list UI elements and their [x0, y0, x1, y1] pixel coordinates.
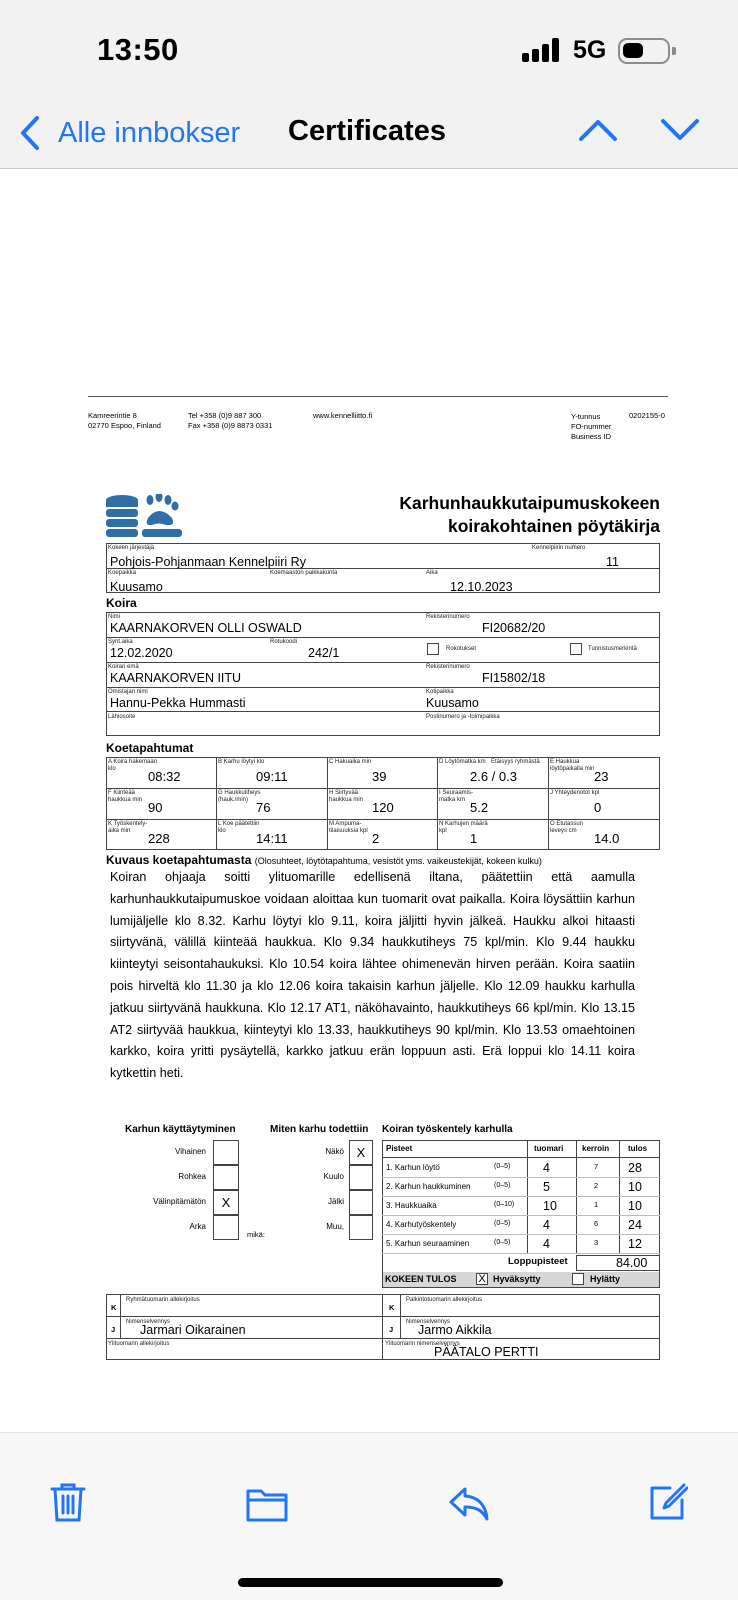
- field-label: Ylituomarin allekirjoitus: [108, 1341, 170, 1347]
- event-value: 0: [594, 800, 602, 815]
- event-value: 2.6 / 0.3: [470, 769, 517, 784]
- score-row-range: (0–5): [494, 1220, 511, 1227]
- page-title: Certificates: [288, 115, 446, 147]
- birth-date-value: 12.02.2020: [110, 646, 173, 660]
- event-value: 14.0: [594, 831, 620, 846]
- field-label: Koiran emä: [108, 664, 139, 670]
- divider: [382, 1196, 660, 1197]
- event-value: 120: [372, 800, 394, 815]
- rejected-checkbox[interactable]: [572, 1273, 584, 1285]
- divider: [382, 1253, 660, 1254]
- score-row-judge: 4: [543, 1237, 550, 1251]
- organizer-value: Pohjois-Pohjanmaan Kennelpiiri Ry: [110, 555, 306, 569]
- dog-name-value: KAARNAKORVEN OLLI OSWALD: [110, 621, 302, 635]
- score-row-name: 1. Karhun löytö: [386, 1163, 440, 1172]
- letterhead-divider: [88, 396, 668, 397]
- score-row-judge: 4: [543, 1161, 550, 1175]
- owner-value: Hannu-Pekka Hummasti: [110, 696, 246, 710]
- dam-registration-value: FI15802/18: [482, 671, 546, 685]
- event-value: 5.2: [470, 800, 489, 815]
- score-row-result: 10: [628, 1199, 642, 1213]
- behaviour-label: Vihainen: [175, 1147, 206, 1156]
- score-row-name: 5. Karhun seuraaminen: [386, 1239, 470, 1248]
- score-row-judge: 10: [543, 1199, 557, 1213]
- divider: [382, 1177, 660, 1178]
- form-title: [300, 492, 660, 538]
- battery-icon: [618, 38, 670, 64]
- detection-title: Miten karhu todettiin: [270, 1124, 369, 1135]
- delete-button[interactable]: [50, 1482, 86, 1527]
- score-row-range: (0–5): [494, 1163, 511, 1170]
- k-marker: K: [389, 1303, 395, 1312]
- identification-checkbox[interactable]: [570, 643, 582, 655]
- detection-label: Muu,: [326, 1222, 344, 1231]
- event-value: 1: [470, 831, 478, 846]
- event-label: I Seuraamis-matka km: [439, 790, 474, 803]
- fax: Fax +358 (0)9 8873 0331: [188, 421, 273, 430]
- detection-label: Kuulo: [323, 1172, 344, 1181]
- score-row-multiplier: 2: [594, 1181, 599, 1190]
- address-line: Kamreerintie 8: [88, 411, 137, 420]
- detection-checkbox[interactable]: [349, 1190, 373, 1215]
- j-marker: J: [111, 1325, 116, 1334]
- detection-checkbox[interactable]: X: [349, 1140, 373, 1165]
- rejected-label: Hylätty: [590, 1274, 621, 1284]
- event-label: C Hakuaika min: [329, 759, 372, 765]
- score-row-multiplier: 1: [594, 1200, 599, 1209]
- registration-value: FI20682/20: [482, 621, 546, 635]
- scoring-title: Koiran työskentely karhulla: [382, 1124, 513, 1135]
- vaccination-checkbox[interactable]: [427, 643, 439, 655]
- field-label: Ryhmätuomarin allekirjoitus: [126, 1297, 200, 1303]
- dam-name-value: KAARNAKORVEN IITU: [110, 671, 242, 685]
- event-value: 39: [372, 769, 387, 784]
- move-to-folder-button[interactable]: [246, 1486, 288, 1527]
- behaviour-checkbox[interactable]: [213, 1165, 239, 1190]
- event-value: 90: [148, 800, 163, 815]
- event-label: J Yhteydenotot kpl: [550, 790, 600, 796]
- event-label: Etäisyys ryhmästä: [491, 759, 540, 765]
- event-value: 228: [148, 831, 170, 846]
- home-indicator: [238, 1578, 503, 1587]
- field-label: Kokeen järjestäjä: [108, 545, 155, 551]
- approved-label: Hyväksytty: [493, 1274, 541, 1284]
- field-label: Synt.aika: [108, 639, 133, 645]
- navigation-bar: [0, 95, 738, 169]
- behaviour-label: Välinpitämätön: [153, 1197, 206, 1206]
- field-label: Kotipaikka: [426, 689, 454, 695]
- score-row-name: 2. Karhun haukkuminen: [386, 1182, 471, 1191]
- score-row-multiplier: 7: [594, 1162, 599, 1171]
- ytunnus-value: 0202155-0: [629, 411, 665, 420]
- event-value: 2: [372, 831, 380, 846]
- compose-icon: [648, 1482, 688, 1522]
- scoring-header: Pisteet: [386, 1144, 413, 1153]
- event-label: A Koira hakemaan klo: [108, 759, 158, 772]
- field-label: Tunnistusmerkintä: [588, 646, 637, 652]
- score-row-range: (0–10): [494, 1201, 515, 1208]
- event-value: 09:11: [256, 769, 288, 784]
- score-row-name: 4. Karhutyöskentely: [386, 1220, 457, 1229]
- kennelliitto-logo-icon: [106, 494, 182, 538]
- scoring-header: tulos: [628, 1144, 648, 1153]
- behaviour-title: Karhun käyttäytyminen: [125, 1124, 236, 1135]
- field-label: Omistajan nimi: [108, 689, 148, 695]
- field-label: Rekisterinumero: [426, 614, 470, 620]
- back-button[interactable]: [20, 113, 240, 153]
- group-judge-name: Jarmari Oikarainen: [140, 1323, 246, 1337]
- section-heading: Koira: [106, 596, 137, 610]
- divider: [382, 1215, 660, 1216]
- divider: [382, 1157, 660, 1158]
- event-value: 76: [256, 800, 271, 815]
- event-label: L Koe päätettiin klo: [218, 821, 260, 834]
- cellular-signal-icon: [522, 38, 562, 62]
- chevron-up-icon: [578, 117, 618, 143]
- letterhead-ids: [571, 412, 611, 442]
- event-label: N Karhujen määrä kpl: [439, 821, 488, 834]
- description-title: Kuvaus koetapahtumasta: [106, 853, 252, 867]
- home-town-value: Kuusamo: [426, 696, 479, 710]
- business-label: Business ID: [571, 432, 612, 441]
- previous-message-button[interactable]: [578, 117, 618, 148]
- scoring-header: tuomari: [534, 1144, 564, 1153]
- score-row-name: 3. Haukkuaika: [386, 1201, 437, 1210]
- score-row-result: 24: [628, 1218, 642, 1232]
- detection-label: Jälki: [327, 1197, 344, 1206]
- result-label: KOKEEN TULOS: [385, 1274, 457, 1284]
- event-value: 08:32: [148, 769, 181, 784]
- event-label: B Karhu löytyi klo: [218, 759, 265, 765]
- chevron-down-icon: [660, 117, 700, 143]
- description-heading: [106, 853, 542, 867]
- network-type: 5G: [573, 36, 607, 64]
- phone: Tel +358 (0)9 887 300: [188, 411, 262, 420]
- behaviour-checkbox[interactable]: [213, 1215, 239, 1240]
- field-label: Palkintotuomarin allekirjoitus: [406, 1297, 483, 1303]
- reply-icon: [448, 1486, 490, 1522]
- score-row-result: 12: [628, 1237, 642, 1251]
- field-label: Koemaaston paikkakunta: [270, 570, 338, 576]
- field-label: Koepaikka: [108, 570, 137, 576]
- district-number-value: 11: [606, 555, 619, 569]
- folder-icon: [246, 1486, 288, 1522]
- event-label: E Haukkua löytöpaikalla min: [550, 759, 595, 772]
- chief-judge-name: PÄÄTALO PERTTI: [434, 1345, 539, 1359]
- behaviour-checkbox[interactable]: [213, 1140, 239, 1165]
- date-value: 12.10.2023: [450, 580, 513, 594]
- reply-button[interactable]: [448, 1486, 490, 1527]
- trash-icon: [50, 1482, 86, 1522]
- detection-label: Näkö: [325, 1147, 344, 1156]
- event-label: H Siirtyvää haukkua min: [329, 790, 364, 803]
- form-title-line: koirakohtainen pöytäkirja: [447, 516, 660, 536]
- event-label: M Ampuma-tilaisuuksia kpl: [329, 821, 368, 834]
- total-label: Loppupisteet: [508, 1256, 568, 1267]
- field-label: Nimenselvennys: [406, 1319, 451, 1325]
- ytunnus-label: Y-tunnus: [571, 412, 601, 421]
- j-marker: J: [389, 1325, 394, 1334]
- event-label: F Kiinteää haukkua min: [108, 790, 143, 803]
- behaviour-checkbox[interactable]: X: [213, 1190, 239, 1215]
- field-label: Rekisterinumero: [426, 664, 470, 670]
- approved-checkbox[interactable]: X: [476, 1273, 488, 1285]
- bottom-toolbar: [0, 1432, 738, 1600]
- fo-label: FO-nummer: [571, 422, 612, 431]
- field-label: Rotukoodi: [270, 639, 298, 645]
- detection-checkbox[interactable]: [349, 1165, 373, 1190]
- score-row-result: 28: [628, 1161, 642, 1175]
- behaviour-label: Arka: [189, 1222, 206, 1231]
- score-row-result: 10: [628, 1180, 642, 1194]
- score-row-multiplier: 3: [594, 1238, 599, 1247]
- score-row-multiplier: 6: [594, 1219, 599, 1228]
- letterhead-address: [88, 411, 161, 431]
- field-label: Ylituomarin nimenselvennys: [385, 1341, 460, 1347]
- compose-button[interactable]: [648, 1482, 688, 1527]
- event-label: K Työskentely-aika min: [108, 821, 148, 834]
- field-label: Rokotukset: [446, 646, 477, 652]
- field-label: Nimenselvennys: [126, 1319, 171, 1325]
- other-what-label: mikä:: [247, 1230, 265, 1239]
- prize-judge-name: Jarmo Aikkila: [418, 1323, 492, 1337]
- event-value: 23: [594, 769, 609, 784]
- field-label: Aika: [426, 570, 438, 576]
- location-value: Kuusamo: [110, 580, 163, 594]
- event-label: O Etutassun leveys cm: [550, 821, 584, 834]
- event-label: D Löytömatka km: [439, 759, 486, 765]
- field-label: Postinumero ja -toimipaikka: [426, 714, 500, 720]
- breed-code-value: 242/1: [308, 646, 340, 660]
- chevron-left-icon: [20, 116, 40, 150]
- field-label: Nimi: [108, 614, 120, 620]
- score-row-judge: 5: [543, 1180, 550, 1194]
- form-title-line: Karhunhaukkutaipumuskokeen: [399, 493, 660, 513]
- status-bar: [0, 0, 738, 95]
- score-row-judge: 4: [543, 1218, 550, 1232]
- clock: 13:50: [97, 32, 179, 67]
- description-text: Koiran ohjaaja soitti ylituomarille edellisenä iltana, päätettiin että aamulla karhunhaukkutaipumuskoe voidaan aloittaa kun tuomarit ovat paikalla. Koira löysättiin karhun lumijäljelle klo 8.32. Karhu löytyi klo 9.11, koira jäljitti hyvin jälkeä. Haukku alkoi hitaasti siirtyvänä, välillä kiinteää haukkua. Klo 9.34 haukkutiheys 75 kpl/min. Klo 9.44 haukku kiinteytyi seisontahaukuksi. Klo 10.54 koira lähtee ohimenevän hirven perään. Koira saatiin pois hirveltä klo 11.30 ja klo 12.06 koira takaisin karhun jäljelle. Klo 12.09 haukku karhulla jatkuu siirtyvänä haukkuna. Klo 12.17 AT1, näköhavainto, haukkutiheys 66 kpl/min. Klo 13.15 AT2 siirtyvää haukkua, kiinteytyi klo 13.33, haukkutiheys 90 kpl/min. Klo 13.53 omaehtoinen karkko, koira yritti pysäytellä, karkko jatkuu erän loppuun asti. Erä loppui klo 14.11 koira kytkettin heti.: [110, 870, 635, 1081]
- description-note: (Olosuhteet, löytötapahtuma, vesistöt yms. vaikeustekijät, kokeen kulku): [254, 856, 542, 866]
- letterhead-web: www.kennelliitto.fi: [313, 411, 373, 420]
- event-value: 14:11: [256, 831, 288, 846]
- scoring-header: kerroin: [582, 1144, 610, 1153]
- divider: [382, 1234, 660, 1235]
- address-line: 02770 Espoo, Finland: [88, 421, 161, 430]
- field-label: Kennelpiirin numero: [532, 545, 586, 551]
- back-label: Alle innbokser: [58, 116, 241, 149]
- detection-checkbox[interactable]: [349, 1215, 373, 1240]
- next-message-button[interactable]: [660, 117, 700, 148]
- letterhead-phone: [188, 411, 272, 431]
- behaviour-label: Rohkea: [178, 1172, 206, 1181]
- score-row-range: (0–5): [494, 1182, 511, 1189]
- field-label: Lähiosoite: [108, 714, 136, 720]
- total-value: 84.00: [616, 1256, 648, 1270]
- k-marker: K: [111, 1303, 117, 1312]
- section-heading: Koetapahtumat: [106, 741, 194, 755]
- event-label: G Haukkutiheys (hauk./min): [218, 790, 261, 803]
- score-row-range: (0–5): [494, 1239, 511, 1246]
